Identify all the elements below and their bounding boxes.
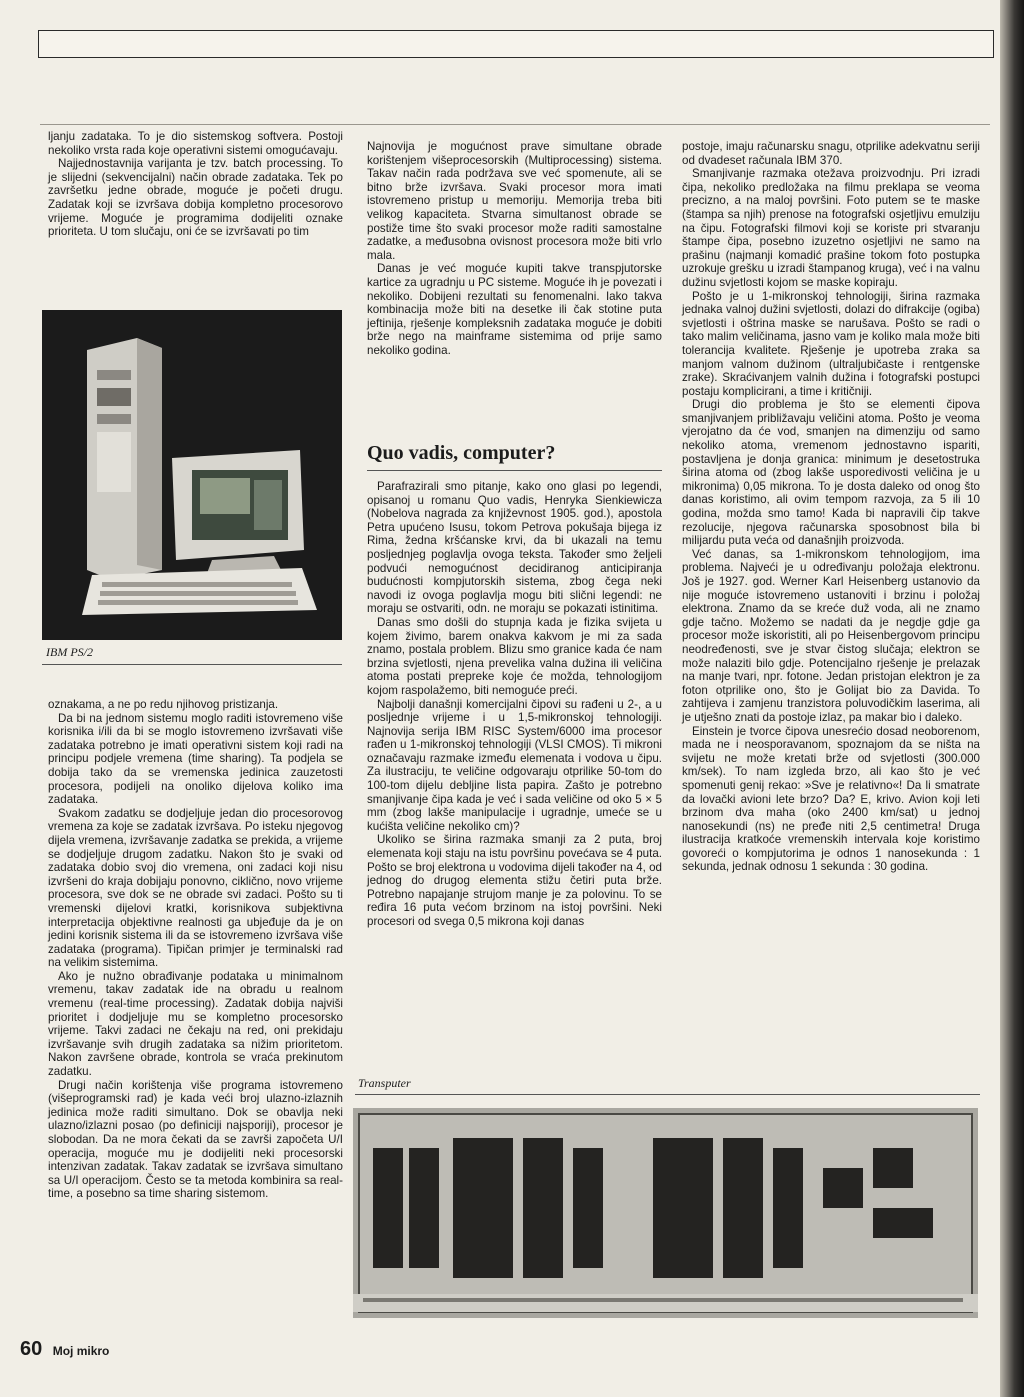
page-footer [20, 1338, 109, 1361]
photo-caption: IBM PS/2 [46, 645, 93, 659]
page-number: 60 [20, 1338, 43, 1360]
publication-name: Moj mikro [52, 1344, 110, 1358]
paragraph: Ako je nužno obrađivanje podataka u minimalnom vremenu, takav zadatak ide na obradu u realnom vremenu (real-time processing). Zadatak dobija najviši prioritet i dodjeljuje mu se kompletno procesorsko vrijeme. Takvi zadaci ne čekaju na red, oni prekidaju izvršavanje svih drugih zadataka sa nižim prioritetom. Nakon završene obrade, kontrola se vraća prekinutom zadatku. [48, 969, 343, 1079]
paragraph: Danas smo došli do stupnja kada je fizika svijeta u kojem živimo, barem onakva kakvom je mi za sada znamo, postala problem. Blizu smo granice kada će nam brzina svjetlosti, njena prevelika valna dužina ili veličina atoma postati prepreke koje će možda, tehnologijom kojom raspolažemo, biti nemoguće preći. [367, 615, 662, 697]
col2-bottom-text [367, 480, 662, 929]
col1-top-text [48, 130, 343, 239]
paragraph: Svakom zadatku se dodjeljuje jedan dio procesorovog vremena za koje se zadatak izvršava. Po isteku njegovog dijela vremena, izvršavanje zadatka se prekida, a vrijeme se dodjeljuje drugom zadatku. Nakon što je svaki od zadataka dobio svoj dio vremena, oni zadaci koji nisu izvršeni do kraja dobijaju ponovno, ciklično, novo vrijeme procesora, sve dok se ne obrade svi zadaci. Pošto su ti vremenski dijelovi kratki, korisnikova subjektivna interpretacija objektivne realnosti ga ubjeđuje da je on jedini korisnik sistema ili da se istovremeno izvršava više zadataka (programa). Tipičan primjer je terminalski rad na velikim sistemima. [48, 806, 343, 970]
paragraph: Danas je već moguće kupiti takve transpjutorske kartice za ugradnju u PC sisteme. Moguće ih je povezati i nekoliko. Dobijeni rezultati su fenomenalni. Iako takva kombinacija može biti na desetke ili čak stotine puta jeftinija, rješenje kompleksnih zadataka moguće je dobiti brže nego na mainframe sistemima od prije samo nekoliko godina. [367, 262, 662, 357]
paragraph: Drugi dio problema je što se elementi čipova smanjivanjem približavaju veličini atoma. Pošto je veoma vjerojatno da će vod, smanjen na dimenziju od samo nekoliko atoma, vremenom jednostavno ispariti, postavljena je donja granica: minimum je desetostruka širina atoma od (zbog lakše usporedivosti veličina je u mikronima) 0,05 mikrona. To je dosta daleko od onog što danas koristimo, ali ovim tempom razvoja, za 5 ili 10 godina, možda smo tamo! Kada bi napravili čip takve rezolucije, njegova računarska sposobnost bila bi milijardu puta veća od današnjih proizvoda. [682, 398, 980, 548]
paragraph: Najjednostavnija varijanta je tzv. batch processing. To je slijedni (sekvencijalni) način obrade zadataka. Tek po završetku jedne obrade, moguće je početi drugu. Zadatak koji se izvršava dobija kompletno procesorovo vrijeme. Moguće je programima dodijeliti oznake prioriteta. U tom slučaju, oni će se izvršavati po tim [48, 157, 343, 239]
section-heading: Quo vadis, computer? [367, 442, 556, 464]
paragraph: Najbolji današnji komercijalni čipovi su rađeni u 2-, a u posljednje vrijeme i u 1,5-mikronskoj tehnologiji. Najnovija serija IBM RISC System/6000 ima procesor rađen u 1-mikronskoj tehnologiji (VLSI CMOS). Ti mikroni označavaju razmake između elemenata i vodova u čipu. Za ilustraciju, te veličine odgovaraju otprilike 50-tom do 100-tom dijelu debljine lista papira. Zašto je potrebno smanjivanje čipa kada je već i sada veličine od oko 5 × 5 mm (zbog lakše manipulacije i ugradnje, umeće se u kućišta veličine nekoliko cm)? [367, 697, 662, 833]
heading-rule [367, 470, 662, 471]
caption-rule [42, 664, 342, 665]
col2-top-text [367, 140, 662, 358]
col1-bottom-text [48, 698, 343, 1201]
paragraph: Einstein je tvorce čipova unesrećio dosad neoborenom, mada ne i neosporavanom, spoznajom da se ništa na svijetu ne može kretati brže od svjetlosti (300.000 km/sek). To nam izgleda brzo, ali kao što je već spomenuti genij rekao: »Sve je relativno«! Da li smatrate da lovački avioni lete brzo? Da? E, krivo. Avion koji leti brzinom dva maha (oko 2400 km/sat) u jednoj nanosekundi (ns) ne pređe niti 2,5 centimetra! Druga ilustracija kratkoće vremenskih intervala koje koristimo govoreći o kompjutorima je odnos 1 nanosekunda : 1 sekunda, jednak odnosu 1 sekunda : 30 godina. [682, 724, 980, 874]
paragraph: Smanjivanje razmaka otežava proizvodnju. Pri izradi čipa, nekoliko predložaka na filmu preklapa se veoma precizno, a na maloj površini. Foto putem se te maske (štampa sa njih) prenose na fotografski osjetljivu emulziju na čipu. Fotografski filmovi koji se koriste pri stvaranju štampe čipa, posebno izuzetno osjetljivi ne samo na prašinu (najmanji komadić prašine tokom foto postupka uzrokuje grešku u izradi štampanog kruga), već i na valnu dužinu svjetlosti kojom se maske kopiraju. [682, 167, 980, 289]
paragraph: oznakama, a ne po redu njihovog pristizanja. [48, 698, 279, 711]
col3-text [682, 140, 980, 874]
paragraph: ljanju zadataka. To je dio sistemskog softvera. Postoji nekoliko vrsta rada koje operativni sistemi omogućavaju. [48, 130, 343, 157]
caption-rule [355, 1094, 980, 1095]
paragraph: Parafrazirali smo pitanje, kako ono glasi po legendi, opisanoj u romanu Quo vadis, Henryka Sienkiewicza (Nobelova nagrada za književnost 1905. god.), apostola Petra upućeno Isusu, tokom Petrova pokušaja bijega iz Rima, žedna kršćanske krvi, da bi ukazali na temu posljednjeg poglavlja ovoga teksta. Također smo željeli podvući nemogućnost decidiranog anticipiranja budućnosti kompjutorskih sistema, zbog čega neki navodi iz ovoga poglavlja mogu biti slični legendi: ne moraju se ostvariti, odn. ne moraju se pokazati istinitima. [367, 480, 662, 616]
photo-caption: Transputer [358, 1076, 411, 1090]
header-band [38, 30, 994, 58]
paragraph: Da bi na jednom sistemu moglo raditi istovremeno više korisnika i/ili da bi se moglo istovremeno izvršavati više zadataka potrebno je imati operativni sistem koji radi na principu podjele vremena (time sharing). Ta podjela se dobija tako da se vremenska jedinica zauzetosti procesora, podijeli na onoliko dijelova koliko ima zadataka. [48, 711, 343, 807]
paragraph: Drugi način korištenja više programa istovremeno (višeprogramski rad) je kada veći broj ulazno-izlaznih jedinica može raditi simultano. Dok se obavlja neki ulazno/izlazni posao (po definiciji najsporiji), procesor je slobodan. Da ne mora čekati da se završi započeta U/I operacija, moguće mu je dodijeliti neki procesorski intenzivan zadatak. Takav zadatak se izvršava simultano sa U/I operacijom. Često se ta metoda kombinira sa real-time, a posebno sa time sharing sistemom. [48, 1078, 343, 1201]
paragraph: Ukoliko se širina razmaka smanji za 2 puta, broj elemenata koji staju na istu površinu povećava se 4 puta. Pošto se broj elektrona u vodovima dijeli također na 4, od jednog do drugog elementa stižu četiri puta brže. Potrebno napajanje strujom manje je za polovinu. To se ređira 16 puta većom brzinom na istoj površini. Neki procesori od svega 0,5 mikrona koji danas [367, 833, 662, 928]
page-gutter-shadow [1000, 0, 1024, 1397]
ibm-ps2-photo [42, 310, 342, 640]
paragraph: Pošto je u 1-mikronskoj tehnologiji, širina razmaka jednaka valnoj dužini svjetlosti, dolazi do difrakcije (ogiba) svjetlosti i oštrina maske se narušava. Pošto se radi o tako malim veličinama, jasno vam je koliko mala može biti tolerancija kvalitete. Rješenje je upotreba zraka sa manjom valnom dužinom (ultraljubičaste i rentgenske zrake). Skraćivanjem valnih dužina i fotografski postupci postaju komplicirani, a time i kritičniji. [682, 289, 980, 398]
paragraph: Već danas, sa 1-mikronskom tehnologijom, ima problema. Najveći je u određivanju položaja elektronu. Još je 1927. god. Werner Karl Heisenberg ustanovio da nije moguće istovremeno ustanoviti i brzinu i položaj elektrona. Znamo da se kreće duž voda, ali ne znamo gdje tačno. Možemo se nadati da je negdje gdje ga procesor može iskoristiti, ali po Heisenbergovom principu neodređenosti, sve je stvar čistog slučaja; elektron se može nalaziti bilo gdje. Potencijalno rješenje je prelazak na manje tvari, npr. fotone. Jedan pristojan elektron je za foton otprilike ono, što je Golijat bio za Davida. To zahtijeva i zamjenu tranzistora poluvodičkim laserima, ali je utješno znati da postoje izlaz, pa makar bio i daleko. [682, 547, 980, 724]
transputer-board-photo [353, 1108, 978, 1318]
paragraph: Najnovija je mogućnost prave simultane obrade korištenjem višeprocesorskih (Multiprocessing) sistema. Takav način rada podržava sve već spomenute, ali se bitno brže izvršava. Svaki procesor mora imati istovremeno pristup u memoriju. Memorija treba biti velikog kapaciteta. Stvarna simultanost obrade se postiže time što svaki procesor može raditi samostalne zadatke, a međusobna ovisnost procesora može biti vrlo mala. [367, 140, 662, 262]
paragraph: postoje, imaju računarsku snagu, otprilike adekvatnu seriji od dvadeset računala IBM 370. [682, 140, 980, 167]
top-rule [40, 124, 990, 125]
